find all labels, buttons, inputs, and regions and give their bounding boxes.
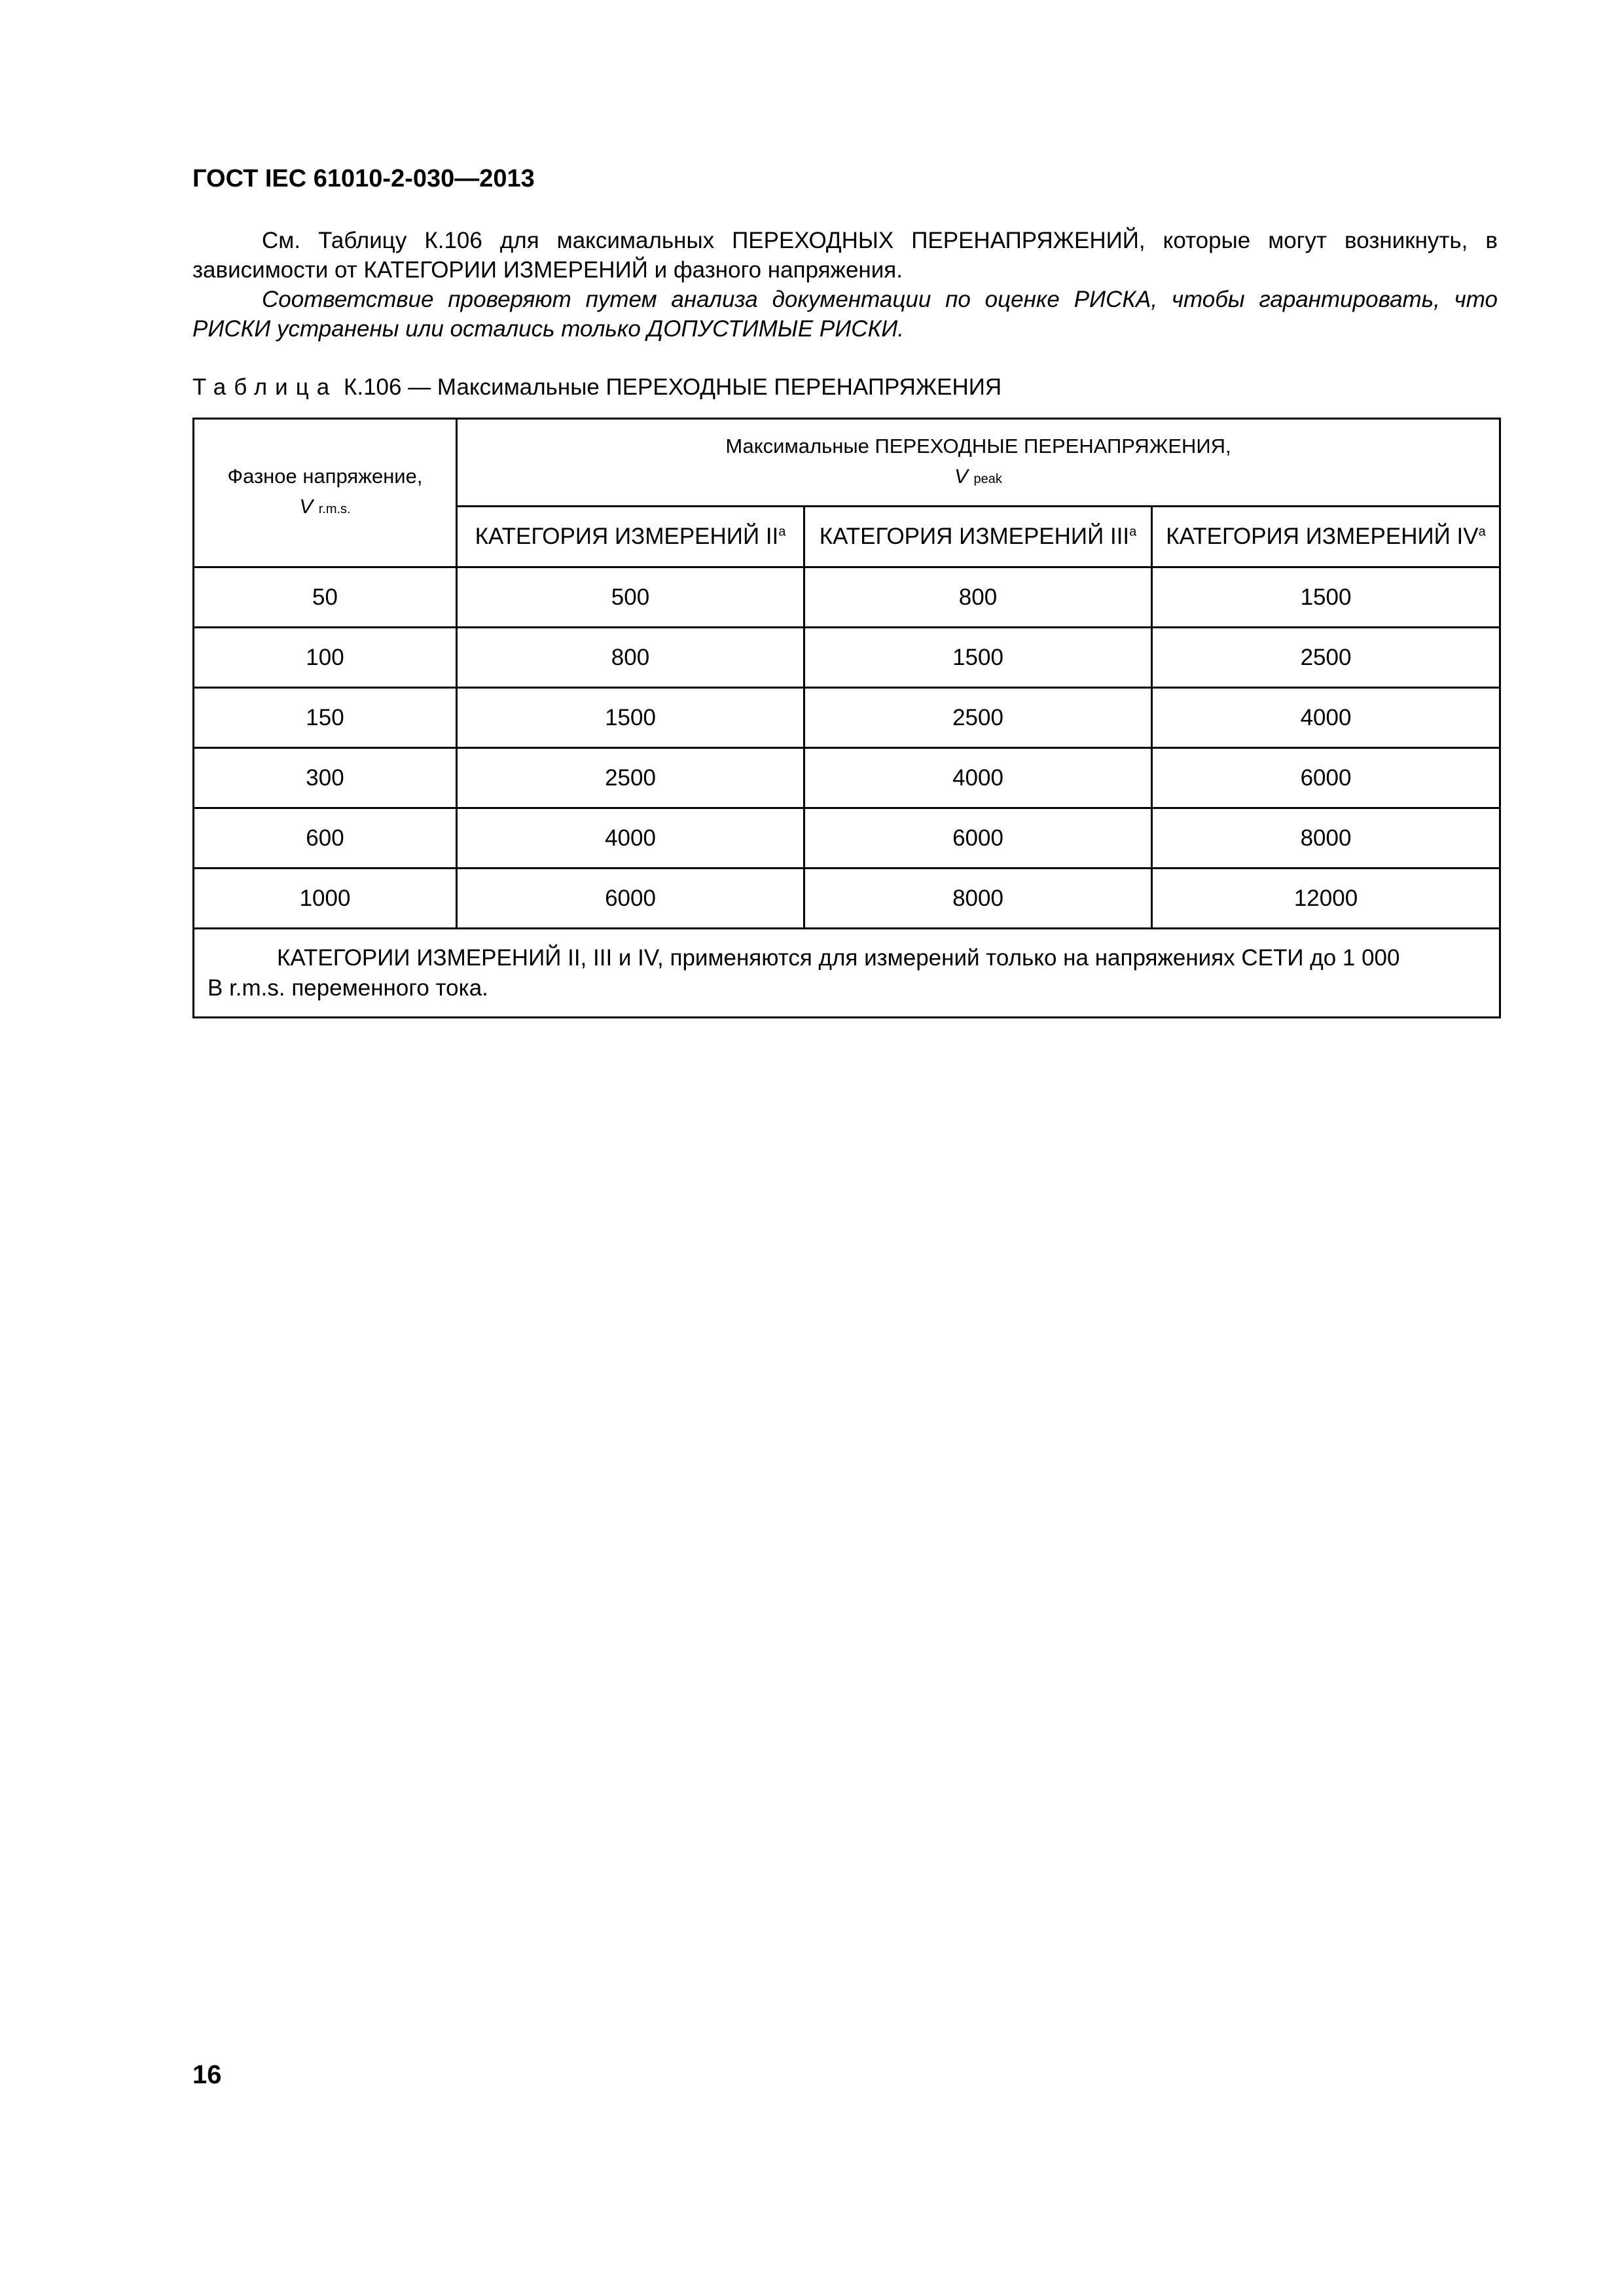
category-iv-label: КАТЕГОРИЯ ИЗМЕРЕНИЙ IV bbox=[1166, 524, 1479, 549]
header-phase-voltage bbox=[194, 419, 457, 567]
table-row bbox=[194, 567, 1500, 628]
table-cell: 4000 bbox=[804, 748, 1152, 808]
table-cell: 600 bbox=[194, 808, 457, 869]
document-header: ГОСТ IEC 61010-2-030—2013 bbox=[192, 165, 535, 192]
table-cell: 8000 bbox=[804, 869, 1152, 929]
header-max-overvoltage-label: Максимальные ПЕРЕХОДНЫЕ ПЕРЕНАПРЯЖЕНИЯ, bbox=[725, 434, 1231, 457]
category-ii-label: КАТЕГОРИЯ ИЗМЕРЕНИЙ II bbox=[475, 524, 779, 549]
header-phase-voltage-sub: r.m.s. bbox=[318, 502, 351, 516]
table-cell: 6000 bbox=[804, 808, 1152, 869]
category-ii-note-mark: a bbox=[778, 524, 786, 539]
table-footnote-line2: В r.m.s. переменного тока. bbox=[208, 975, 488, 1001]
overvoltage-table bbox=[192, 418, 1501, 1018]
table-footnote bbox=[194, 929, 1500, 1018]
table-cell: 800 bbox=[457, 628, 804, 688]
category-iv-note-mark: a bbox=[1478, 524, 1486, 539]
paragraph-reference bbox=[192, 226, 1498, 285]
table-row bbox=[194, 628, 1500, 688]
table-row bbox=[194, 688, 1500, 748]
paragraph-compliance bbox=[192, 285, 1498, 344]
header-max-overvoltage-symbol: V bbox=[954, 464, 968, 488]
header-max-overvoltage-sub: peak bbox=[973, 471, 1002, 486]
table-cell: 1500 bbox=[804, 628, 1152, 688]
table-footnote-line1: КАТЕГОРИИ ИЗМЕРЕНИЙ II, III и IV, применяются для измерений только на напряжениях СЕТИ до 1 000 bbox=[277, 944, 1400, 971]
table-cell: 1500 bbox=[457, 688, 804, 748]
page-number: 16 bbox=[192, 2060, 222, 2089]
header-max-overvoltage bbox=[457, 419, 1500, 507]
table-cell: 500 bbox=[457, 567, 804, 628]
table-caption-text: К.106 — Максимальные ПЕРЕХОДНЫЕ ПЕРЕНАПРЯЖЕНИЯ bbox=[343, 374, 1002, 400]
table-row bbox=[194, 869, 1500, 929]
header-phase-voltage-label: Фазное напряжение, bbox=[227, 465, 423, 488]
category-iii-note-mark: a bbox=[1129, 524, 1137, 539]
table-cell: 800 bbox=[804, 567, 1152, 628]
table-footnote-row bbox=[194, 929, 1500, 1018]
table-row bbox=[194, 808, 1500, 869]
table-cell: 150 bbox=[194, 688, 457, 748]
table-row bbox=[194, 748, 1500, 808]
table-caption-prefix: Таблица bbox=[192, 374, 338, 400]
table-cell: 100 bbox=[194, 628, 457, 688]
header-category-ii bbox=[457, 507, 804, 567]
table-cell: 50 bbox=[194, 567, 457, 628]
table-caption bbox=[192, 374, 1001, 401]
table-cell: 4000 bbox=[457, 808, 804, 869]
table-cell: 2500 bbox=[804, 688, 1152, 748]
table-cell: 1000 bbox=[194, 869, 457, 929]
paragraph-compliance-text: Соответствие проверяют путем анализа документации по оценке РИСКА, чтобы гарантировать, что РИСКИ устранены или остались только ДОПУСТИМЫЕ РИСКИ. bbox=[192, 287, 1498, 342]
table-cell: 2500 bbox=[457, 748, 804, 808]
header-category-iv bbox=[1152, 507, 1500, 567]
table-cell: 8000 bbox=[1152, 808, 1500, 869]
table-cell: 4000 bbox=[1152, 688, 1500, 748]
header-category-iii bbox=[804, 507, 1152, 567]
paragraph-reference-text: См. Таблицу К.106 для максимальных ПЕРЕХОДНЫХ ПЕРЕНАПРЯЖЕНИЙ, которые могут возникнуть, в зависимости от КАТЕГОРИИ ИЗМЕРЕНИЙ и фазного напряжения. bbox=[192, 228, 1498, 283]
table-cell: 1500 bbox=[1152, 567, 1500, 628]
table-header-row bbox=[194, 419, 1500, 507]
header-phase-voltage-symbol: V bbox=[299, 495, 314, 518]
table-cell: 2500 bbox=[1152, 628, 1500, 688]
table-cell: 6000 bbox=[457, 869, 804, 929]
table-cell: 6000 bbox=[1152, 748, 1500, 808]
table-cell: 12000 bbox=[1152, 869, 1500, 929]
category-iii-label: КАТЕГОРИЯ ИЗМЕРЕНИЙ III bbox=[819, 524, 1130, 549]
table-cell: 300 bbox=[194, 748, 457, 808]
